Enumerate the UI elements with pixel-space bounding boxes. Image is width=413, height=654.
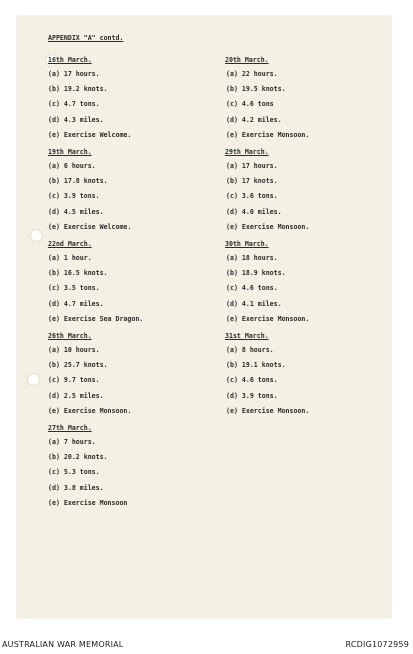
right-entry-line: (b) 18.9 knots. [226,269,286,278]
left-entry-line: (a) 17 hours. [48,70,100,78]
left-entry-line: (c) 5.3 tons. [48,468,100,477]
left-entry-line: (a) 6 hours. [48,162,96,170]
right-entry-line: (c) 4.6 tons. [226,376,278,385]
left-entry-line: (b) 20.2 knots. [48,453,108,462]
right-entry-line: (d) 4.0 miles. [226,207,282,216]
right-date-heading: 30th March. [225,240,269,248]
right-entry-line: (e) Exercise Monsoon. [226,314,310,323]
right-entry-line: (d) 3.9 tons. [226,391,278,400]
left-entry-line: (a) 10 hours. [48,346,100,354]
left-entry-line: (c) 9.7 tons. [48,376,100,385]
right-date-heading: 29th March. [225,148,269,156]
right-entry-line: (e) Exercise Monsoon. [226,130,310,139]
right-entry-line: (b) 19.5 knots. [226,85,286,94]
left-entry-line: (b) 19.2 knots. [48,85,108,94]
left-entry-line: (e) Exercise Monsoon [48,498,128,507]
left-date-heading: 27th March. [48,424,92,432]
right-entry-line: (a) 8 hours. [226,346,274,354]
left-entry-line: (e) Exercise Monsoon. [48,406,132,415]
left-entry-line: (d) 2.5 miles. [48,391,104,400]
document-page [17,16,391,618]
right-entry-line: (a) 22 hours. [226,70,278,78]
right-date-heading: 31st March. [225,332,269,340]
left-entry-line: (a) 1 hour. [48,254,92,262]
right-entry-line: (c) 3.6 tons. [226,192,278,201]
left-entry-line: (b) 17.8 knots. [48,177,108,186]
footer-source: AUSTRALIAN WAR MEMORIAL [2,640,124,649]
left-entry-line: (d) 4.7 miles. [48,299,104,308]
footer-identifier: RCDIG1072959 [345,640,409,649]
punch-hole-bottom [27,373,40,386]
left-entry-line: (e) Exercise Welcome. [48,130,132,139]
right-entry-line: (b) 19.1 knots. [226,361,286,370]
left-entry-line: (c) 3.5 tons. [48,284,100,293]
right-entry-line: (a) 18 hours. [226,254,278,262]
right-entry-line: (c) 4.6 tons [226,100,274,109]
left-entry-line: (b) 16.5 knots. [48,269,108,278]
left-entry-line: (d) 3.8 miles. [48,483,104,492]
left-entry-line: (d) 4.3 miles. [48,115,104,124]
appendix-heading: APPENDIX "A" contd. [48,34,124,42]
left-entry-line: (b) 25.7 knots. [48,361,108,370]
right-entry-line: (e) Exercise Monsoon. [226,222,310,231]
right-entry-line: (d) 4.1 miles. [226,299,282,308]
left-entry-line: (e) Exercise Sea Dragon. [48,314,144,323]
right-entry-line: (a) 17 hours. [226,162,278,170]
left-date-heading: 22nd March. [48,240,92,248]
right-entry-line: (d) 4.2 miles. [226,115,282,124]
right-entry-line: (e) Exercise Monsoon. [226,406,310,415]
left-entry-line: (c) 3.9 tons. [48,192,100,201]
left-entry-line: (c) 4.7 tons. [48,100,100,109]
right-entry-line: (b) 17 knots. [226,177,278,186]
right-date-heading: 20th March. [225,56,269,64]
right-entry-line: (c) 4.6 tons. [226,284,278,293]
left-entry-line: (e) Exercise Welcome. [48,222,132,231]
left-date-heading: 16th March. [48,56,92,64]
punch-hole-middle [30,229,43,242]
left-entry-line: (a) 7 hours. [48,438,96,446]
left-entry-line: (d) 4.5 miles. [48,207,104,216]
left-date-heading: 26th March. [48,332,92,340]
left-date-heading: 19th March. [48,148,92,156]
